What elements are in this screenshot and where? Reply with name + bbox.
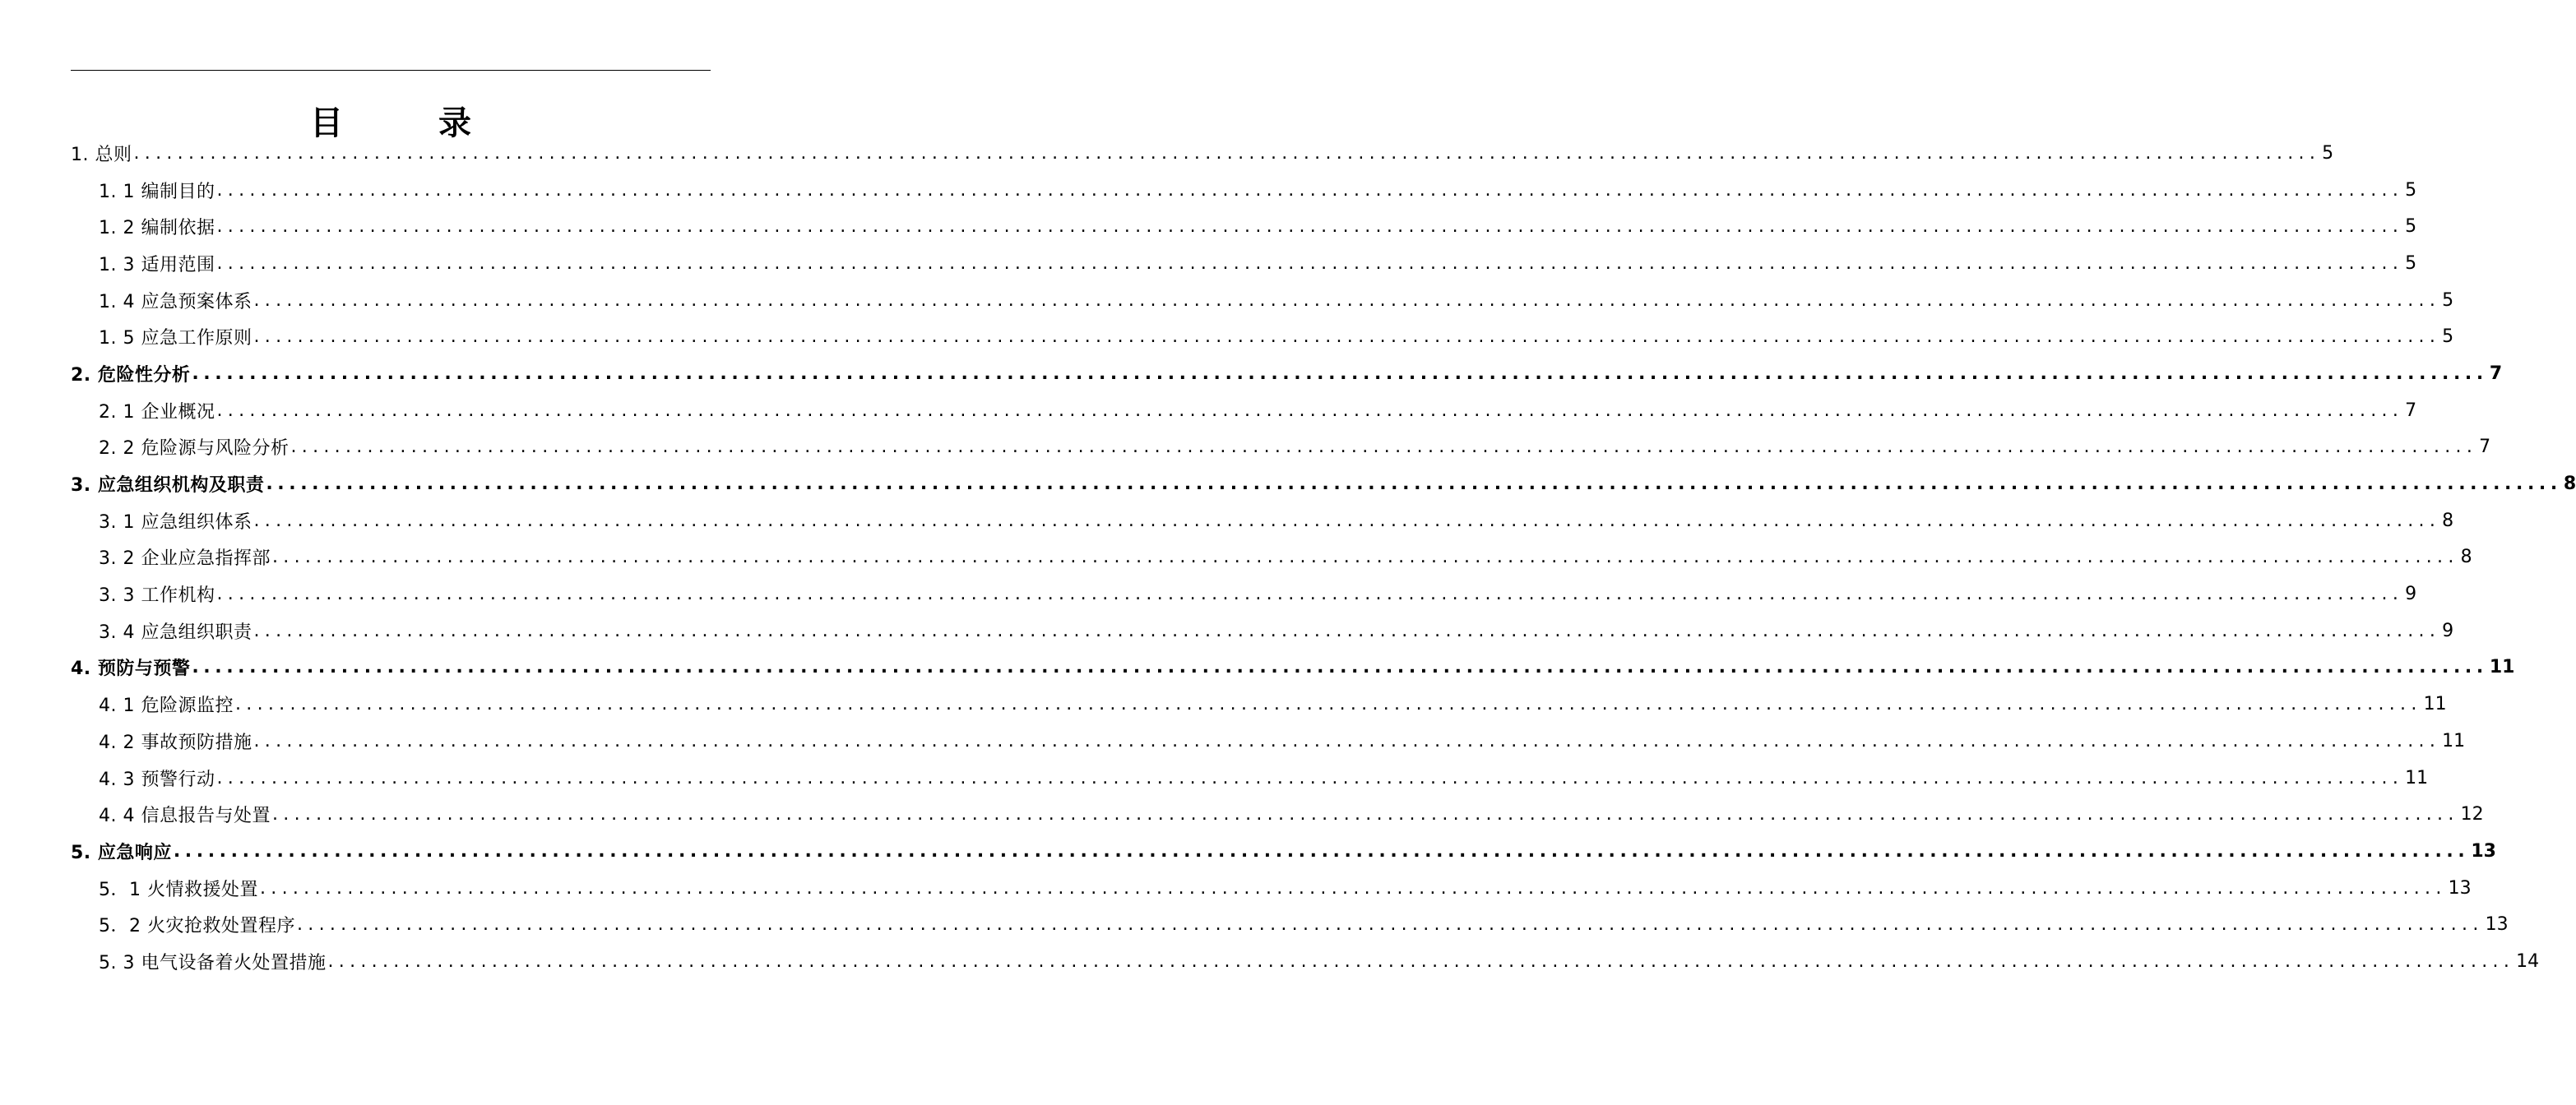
toc-entry-label: 1. 1 编制目的 <box>99 181 215 202</box>
toc-entry-page-number: 13 <box>2485 914 2509 936</box>
toc-entry-page-number: 9 <box>2405 584 2417 605</box>
toc-entry[interactable] <box>71 833 2496 870</box>
toc-entry-label: 4. 3 预警行动 <box>99 769 215 790</box>
toc-entry-page-number: 7 <box>2405 400 2417 421</box>
toc-entry-label: 1. 4 应急预案体系 <box>99 291 253 312</box>
toc-entry[interactable] <box>71 245 2417 282</box>
toc-entry-page-number: 13 <box>2471 840 2496 862</box>
toc-entry-label: 3. 4 应急组织职责 <box>99 622 253 643</box>
toc-entry-label: 4. 4 信息报告与处置 <box>99 806 271 827</box>
toc-entry[interactable] <box>71 318 2454 355</box>
toc-entry-label: 1. 2 编制依据 <box>99 218 215 239</box>
toc-entry-label: 5. 3 电气设备着火处置措施 <box>99 952 327 973</box>
toc-entry[interactable] <box>71 906 2509 943</box>
toc-leader-dots: ........................................................................................................................................................................................................ <box>216 179 2404 201</box>
toc-leader-dots: ........................................................................................................................................................................................................ <box>216 400 2404 421</box>
toc-leader-dots: ........................................................................................................................................................................................................ <box>133 142 2321 164</box>
toc-entry-label: 3. 应急组织机构及职责 <box>71 475 265 497</box>
toc-entry-label: 3. 1 应急组织体系 <box>99 511 253 533</box>
toc-entry[interactable] <box>71 686 2447 723</box>
toc-leader-dots: ........................................................................................................................................................................................................ <box>253 326 2441 348</box>
toc-entry-page-number: 12 <box>2460 804 2484 825</box>
toc-entry-page-number: 5 <box>2442 326 2454 348</box>
toc-leader-dots: ........................................................................................................................................................................................................ <box>234 694 2422 715</box>
toc-leader-dots: ........................................................................................................................................................................................................ <box>297 914 2484 936</box>
toc-leader-dots: ........................................................................................................................................................................................................ <box>290 437 2478 458</box>
toc-entry-label: 2. 2 危险源与风险分析 <box>99 438 290 460</box>
toc-entry[interactable] <box>71 539 2472 576</box>
toc-entry[interactable] <box>71 392 2417 429</box>
toc-entry-label: 2. 危险性分析 <box>71 364 191 386</box>
toc-entry[interactable] <box>71 172 2417 209</box>
toc-entry-label: 2. 1 企业概况 <box>99 401 215 423</box>
toc-entry[interactable] <box>71 870 2472 907</box>
toc-entry-label: 5．1 火情救援处置 <box>99 879 258 900</box>
toc-entry-label: 5．2 火灾抢救处置程序 <box>99 916 295 937</box>
toc-entry-page-number: 5 <box>2442 289 2454 311</box>
toc-leader-dots: ........................................................................................................................................................................................................ <box>253 620 2441 641</box>
toc-entry-label: 1. 5 应急工作原则 <box>99 328 253 349</box>
toc-entry[interactable] <box>71 650 2515 687</box>
toc-entry-page-number: 5 <box>2322 142 2334 164</box>
toc-leader-dots: ........................................................................................................................................................................................................ <box>192 657 2488 678</box>
toc-leader-dots: ........................................................................................................................................................................................................ <box>216 252 2404 274</box>
toc-leader-dots: ........................................................................................................................................................................................................ <box>271 547 2459 568</box>
toc-entry[interactable] <box>71 576 2417 613</box>
toc-entry-page-number: 11 <box>2423 694 2447 715</box>
toc-entry[interactable] <box>71 282 2454 319</box>
toc-leader-dots: ........................................................................................................................................................................................................ <box>216 584 2404 605</box>
toc-entry[interactable] <box>71 943 2540 980</box>
toc-entry[interactable] <box>71 760 2429 797</box>
header-rule <box>71 70 711 71</box>
toc-entry[interactable] <box>71 465 2576 502</box>
toc-leader-dots: ........................................................................................................................................................................................................ <box>253 730 2441 751</box>
toc-entry[interactable] <box>71 135 2334 172</box>
toc-entry[interactable] <box>71 355 2503 392</box>
toc-leader-dots: ........................................................................................................................................................................................................ <box>173 840 2470 862</box>
toc-entry-label: 1. 总则 <box>71 144 132 165</box>
toc-entry-page-number: 7 <box>2489 363 2503 384</box>
toc-entry-page-number: 9 <box>2442 620 2454 641</box>
toc-entry-page-number: 5 <box>2405 252 2417 274</box>
toc-entry-page-number: 5 <box>2405 216 2417 238</box>
toc-leader-dots: ........................................................................................................................................................................................................ <box>327 950 2515 972</box>
toc-entry-label: 5. 应急响应 <box>71 842 172 863</box>
toc-leader-dots: ........................................................................................................................................................................................................ <box>260 877 2447 899</box>
toc-entry-label: 4. 2 事故预防措施 <box>99 732 253 753</box>
page-title: 目 录 <box>310 104 503 142</box>
toc-entry[interactable] <box>71 208 2417 245</box>
toc-leader-dots: ........................................................................................................................................................................................................ <box>253 289 2441 311</box>
toc-leader-dots: ........................................................................................................................................................................................................ <box>216 767 2404 788</box>
toc-entry-page-number: 8 <box>2442 510 2454 531</box>
toc-entry[interactable] <box>71 502 2454 539</box>
toc-entry[interactable] <box>71 796 2484 833</box>
toc-leader-dots: ........................................................................................................................................................................................................ <box>192 363 2488 384</box>
table-of-contents <box>71 135 2576 980</box>
toc-entry-page-number: 5 <box>2405 179 2417 201</box>
toc-leader-dots: ........................................................................................................................................................................................................ <box>271 804 2459 825</box>
toc-entry-page-number: 8 <box>2460 547 2472 568</box>
toc-entry-page-number: 11 <box>2405 767 2429 788</box>
toc-entry[interactable] <box>71 429 2491 466</box>
toc-entry-page-number: 11 <box>2442 730 2466 751</box>
toc-leader-dots: ........................................................................................................................................................................................................ <box>216 216 2404 238</box>
toc-entry-label: 4. 1 危险源监控 <box>99 696 234 717</box>
toc-entry-label: 3. 2 企业应急指挥部 <box>99 548 271 570</box>
toc-entry-page-number: 14 <box>2516 950 2540 972</box>
toc-entry[interactable] <box>71 723 2466 760</box>
toc-leader-dots: ........................................................................................................................................................................................................ <box>266 474 2562 495</box>
toc-entry-page-number: 8 <box>2563 474 2576 495</box>
toc-entry-page-number: 13 <box>2448 877 2472 899</box>
toc-entry-label: 3. 3 工作机构 <box>99 585 215 607</box>
toc-entry-page-number: 7 <box>2479 437 2491 458</box>
toc-entry-page-number: 11 <box>2489 657 2515 678</box>
toc-entry-label: 4. 预防与预警 <box>71 659 191 680</box>
toc-leader-dots: ........................................................................................................................................................................................................ <box>253 510 2441 531</box>
toc-entry[interactable] <box>71 613 2454 650</box>
toc-entry-label: 1. 3 适用范围 <box>99 254 215 275</box>
